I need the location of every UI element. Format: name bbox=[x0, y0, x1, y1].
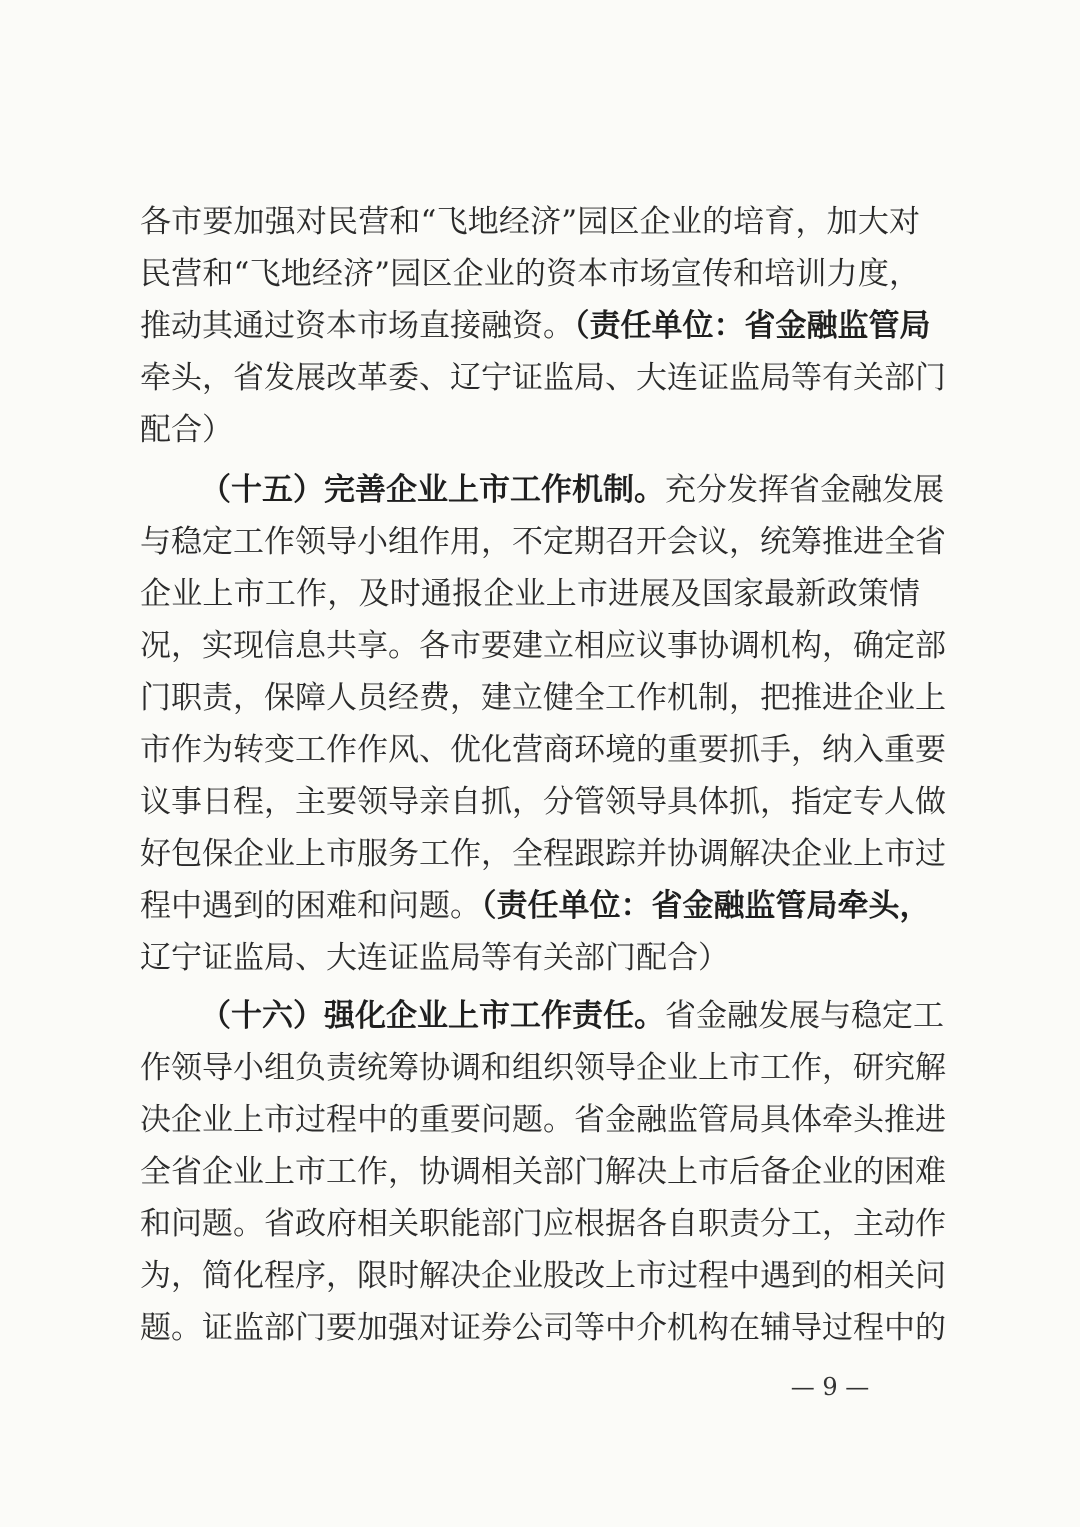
text-line-23: 和问题。省政府相关职能部门应根据各自职责分工，主动作 bbox=[140, 1206, 946, 1242]
text-line-11: 门职责，保障人员经费，建立健全工作机制，把推进企业上 bbox=[140, 680, 946, 716]
text-line-12: 市作为转变工作作风、优化营商环境的重要抓手，纳入重要 bbox=[140, 732, 946, 768]
text-line-14: 好包保企业上市服务工作，全程跟踪并协调解决企业上市过 bbox=[140, 836, 946, 872]
responsibility-note-2-start: （责任单位：省金融监管局牵头， bbox=[481, 888, 931, 924]
text-line-15-body: 程中遇到的困难和问题。 bbox=[140, 888, 481, 924]
section-15-heading: （十五）完善企业上市工作机制。 bbox=[200, 472, 665, 508]
page-number: — 9 — bbox=[790, 1373, 870, 1401]
text-line-3-body: 推动其通过资本市场直接融资。 bbox=[140, 308, 574, 344]
text-line-22: 全省企业上市工作，协调相关部门解决上市后备企业的困难 bbox=[140, 1154, 946, 1190]
section-15-body-start: 充分发挥省金融发展 bbox=[665, 472, 944, 508]
text-line-8: 与稳定工作领导小组作用，不定期召开会议，统筹推进全省 bbox=[140, 524, 946, 560]
text-line-13: 议事日程，主要领导亲自抓，分管领导具体抓，指定专人做 bbox=[140, 784, 946, 820]
text-line-2: 民营和“飞地经济”园区企业的资本市场宣传和培训力度， bbox=[140, 256, 920, 292]
text-line-9: 企业上市工作，及时通报企业上市进展及国家最新政策情 bbox=[140, 576, 920, 612]
responsibility-note-1-start: （责任单位：省金融监管局 bbox=[574, 308, 931, 344]
text-line-15 bbox=[140, 880, 931, 932]
responsibility-note-1-cont: 牵头，省发展改革委、辽宁证监局、大连证监局等有关部门 bbox=[140, 360, 946, 396]
text-line-1: 各市要加强对民营和“飞地经济”园区企业的培育，加大对 bbox=[140, 204, 920, 240]
text-line-3 bbox=[140, 300, 931, 352]
section-16-body-start: 省金融发展与稳定工 bbox=[665, 998, 944, 1034]
text-line-20: 作领导小组负责统筹协调和组织领导企业上市工作，研究解 bbox=[140, 1050, 946, 1086]
text-line-24: 为，简化程序，限时解决企业股改上市过程中遇到的相关问 bbox=[140, 1258, 946, 1294]
section-15-heading-line bbox=[200, 464, 944, 516]
text-line-10: 况，实现信息共享。各市要建立相应议事协调机构，确定部 bbox=[140, 628, 946, 664]
section-16-heading-line bbox=[200, 990, 944, 1042]
section-16-heading: （十六）强化企业上市工作责任。 bbox=[200, 998, 665, 1034]
text-line-21: 决企业上市过程中的重要问题。省金融监管局具体牵头推进 bbox=[140, 1102, 946, 1138]
responsibility-note-1-end: 配合） bbox=[140, 412, 233, 448]
text-line-25: 题。证监部门要加强对证券公司等中介机构在辅导过程中的 bbox=[140, 1310, 946, 1346]
responsibility-note-2-end: 辽宁证监局、大连证监局等有关部门配合） bbox=[140, 940, 729, 976]
